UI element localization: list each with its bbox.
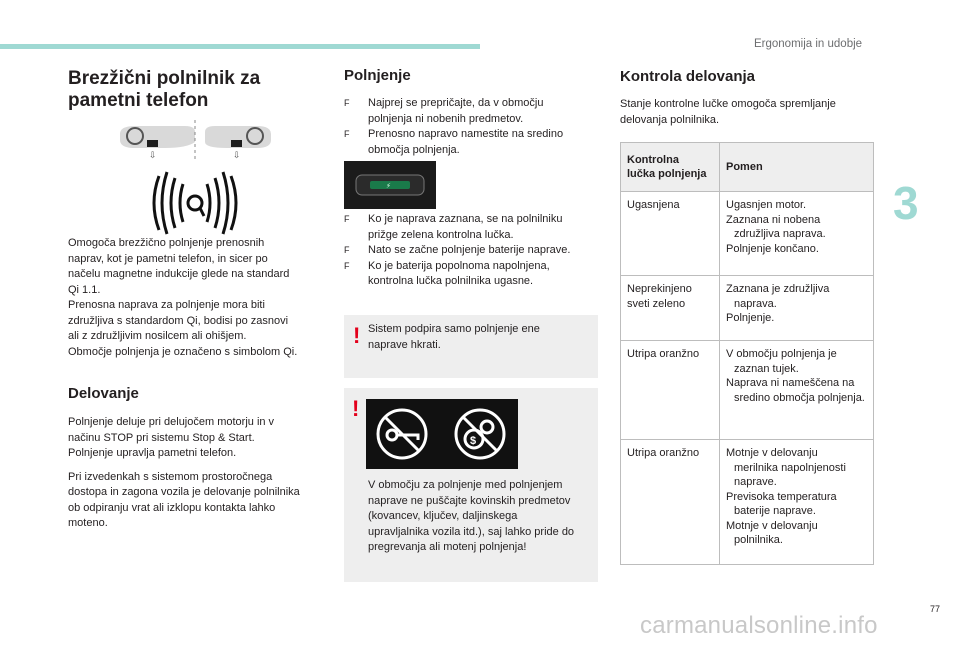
- charging-steps-list: [344, 96, 599, 158]
- operation-heading: Delovanje: [68, 385, 139, 402]
- list-item: F Nato se začne polnjenje baterije naprave.: [344, 244, 571, 256]
- warning-box-metal-objects: ! $ V območju za polnjenje med polnjenjem naprave ne puščajte kovinskih predmetov (kovancev, ključev, daljinskega upravljalnika vozila itd.), saj lahko pride do pregrevanja ali motenj polnjenja!: [344, 388, 598, 582]
- chapter-number: 3: [893, 177, 919, 229]
- header-accent-bar: [0, 44, 480, 49]
- table-row: Utripa oranžno V območju polnjenja je zaznan tujek. Naprava ni nameščena na sredino območja polnjenja.: [621, 341, 874, 440]
- charging-heading: Polnjenje: [344, 67, 411, 84]
- column-wireless-charger: [68, 68, 328, 112]
- list-item: F Prenosno napravo namestite na sredino območja polnjenja.: [344, 128, 564, 156]
- table-row: Ugasnjena Ugasnjen motor. Zaznana ni nobena združljiva naprava. Polnjenje končano.: [621, 192, 874, 276]
- qi-wireless-symbol-icon: [154, 172, 236, 234]
- prohibited-objects-image: [366, 399, 518, 469]
- charger-indicator-image: [344, 161, 436, 209]
- warning-icon: !: [352, 396, 360, 421]
- charging-status-list: [344, 212, 599, 290]
- table-header-indicator: Kontrolna lučka polnjenja: [621, 143, 720, 192]
- steering-wheel-right-icon: [205, 126, 271, 160]
- svg-text:⇩: ⇩: [233, 150, 241, 160]
- operation-check-heading: Kontrola delovanja: [620, 68, 756, 85]
- svg-text:⚡: ⚡: [386, 183, 391, 190]
- list-item: F Ko je baterija popolnoma napolnjena, kontrolna lučka polnilnika ugasne.: [344, 259, 550, 287]
- page-number: 77: [930, 604, 941, 614]
- page-title: Brezžični polnilnik za pametni telefon: [68, 68, 261, 111]
- table-header-meaning: Pomen: [720, 143, 874, 192]
- svg-text:$: $: [470, 435, 477, 447]
- svg-text:⇩: ⇩: [149, 150, 157, 160]
- table-header-row: [621, 143, 874, 192]
- intro-text: Omogoča brezžično polnjenje prenosnih naprav, kot je pametni telefon, in sicer po načelu magnetne indukcije glede na standard Qi 1.1. Prenosna naprava za polnjenje mora biti združljiva s standardom Qi, bodisi po zasnovi ali z združljivim nosilcem ali ohišjem. Območje polnjenja je označeno s simbolom Qi.: [68, 237, 298, 358]
- steering-wheel-left-icon: [120, 126, 195, 160]
- column-operation-check: Kontrola delovanja Stanje kontrolne lučke omogoča spremljanje delovanja polnilnika.: [620, 68, 880, 128]
- section-title: Ergonomija in udobje: [754, 38, 863, 50]
- charger-illustration: [115, 118, 275, 238]
- table-row: Neprekinjeno sveti zeleno Zaznana je združljiva naprava. Polnjenje.: [621, 276, 874, 341]
- warning-box-single-device: ! Sistem podpira samo polnjenje ene naprave hkrati.: [344, 315, 598, 378]
- column-charging: [344, 67, 599, 158]
- list-item: F Ko je naprava zaznana, se na polnilniku prižge zelena kontrolna lučka.: [344, 213, 563, 241]
- list-item: F Najprej se prepričajte, da v območju polnjenja ni nobenih predmetov.: [344, 97, 544, 125]
- indicator-table: [620, 142, 874, 565]
- warning-icon: !: [353, 323, 361, 348]
- operation-section: Delovanje Polnjenje deluje pri delujočem motorju in v načinu STOP pri sistemu Stop & Start. Polnjenje upravlja pametni telefon. Pri izvedenkah s sistemom prostoročnega dostopa in zagona vozila je delovanje polnilnika ob odpiranju vrat ali izklopu kontakta lahko moteno.: [68, 385, 333, 532]
- watermark: carmanualsonline.info: [640, 612, 878, 639]
- table-row: Utripa oranžno Motnje v delovanju merilnika napolnjenosti naprave. Previsoka temperatura baterije naprave. Motnje v delovanju polnilnika.: [621, 440, 874, 565]
